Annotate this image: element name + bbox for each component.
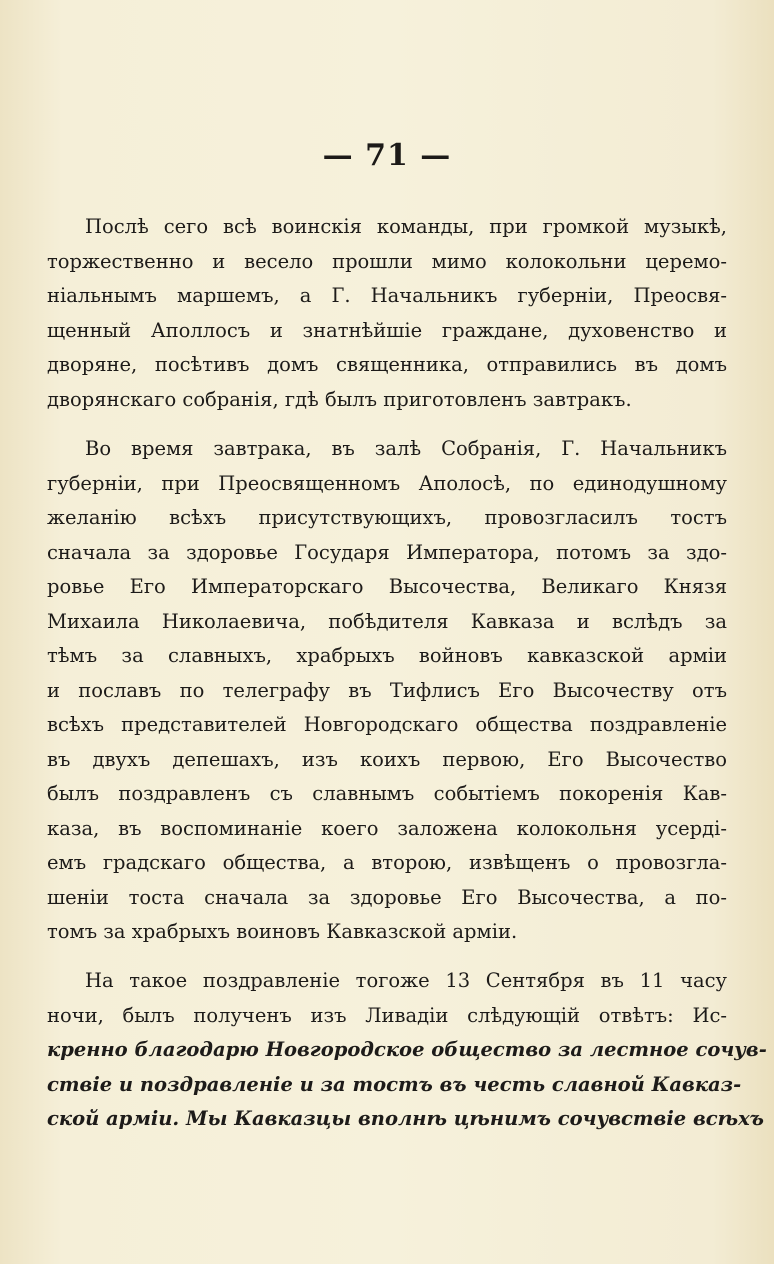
text-line: томъ за храбрыхъ воиновъ Кавказской арміи. — [47, 920, 518, 943]
text-line: ніальнымъ маршемъ, а Г. Начальникъ губерніи, Преосвя- — [47, 284, 727, 307]
page-number: — 71 — — [322, 138, 452, 173]
paragraph-2 — [47, 432, 727, 950]
text-line: торжественно и весело прошли мимо колокольни церемо- — [47, 249, 727, 273]
text-line: тѣмъ за славныхъ, храбрыхъ войновъ кавказской арміи — [47, 644, 727, 667]
text-line: Михаила Николаевича, побѣдителя Кавказа и вслѣдъ за — [47, 609, 727, 633]
text-line: всѣхъ представителей Новгородскаго общества поздравленіе — [47, 713, 727, 736]
text-line: ночи, былъ полученъ изъ Ливадіи слѣдующій отвѣтъ: Ис- — [47, 1003, 727, 1027]
text-line: ской арміи. Мы Кавказцы вполнѣ цѣнимъ сочувствіе всѣхъ — [47, 1107, 764, 1130]
paragraph-3 — [47, 964, 767, 1137]
text-line: шеніи тоста сначала за здоровье Его Высочества, а по- — [47, 885, 727, 909]
text-line: желанію всѣхъ присутствующихъ, провозгласилъ тостъ — [47, 506, 727, 529]
text-line: Во время завтрака, въ залѣ Собранія, Г. Начальникъ — [85, 437, 727, 460]
paragraph-1 — [47, 210, 727, 417]
text-line: Послѣ сего всѣ воинскія команды, при громкой музыкѣ, — [85, 215, 727, 238]
text-line: сначала за здоровье Государя Императора, потомъ за здо- — [47, 540, 727, 564]
text-line: былъ поздравленъ съ славнымъ событіемъ покоренія Кав- — [47, 782, 727, 805]
text-line: дворяне, посѣтивъ домъ священника, отправились въ домъ — [47, 353, 727, 376]
text-line: губерніи, при Преосвященномъ Аполосѣ, по единодушному — [47, 471, 727, 495]
text-line: кренно благодарю Новгородское общество за лестное сочув- — [47, 1038, 767, 1061]
text-line: дворянскаго собранія, гдѣ былъ приготовленъ завтракъ. — [47, 387, 632, 411]
text-line: и пославъ по телеграфу въ Тифлисъ Его Высочеству отъ — [47, 678, 727, 702]
text-line: ствіе и поздравленіе и за тостъ въ честь славной Кавказ- — [47, 1072, 742, 1096]
text-line: емъ градскаго общества, а второю, извѣщенъ о провозгла- — [47, 851, 727, 874]
text-line: въ двухъ депешахъ, изъ коихъ первою, Его Высочество — [47, 747, 727, 771]
text-line: каза, въ воспоминаніе коего заложена колокольня усерді- — [47, 816, 727, 840]
text-line: ровье Его Императорскаго Высочества, Великаго Князя — [47, 575, 727, 598]
text-line: щенный Аполлосъ и знатнѣйшіе граждане, духовенство и — [47, 318, 727, 342]
text-line: На такое поздравленіе тогоже 13 Сентября въ 11 часу — [85, 969, 727, 992]
